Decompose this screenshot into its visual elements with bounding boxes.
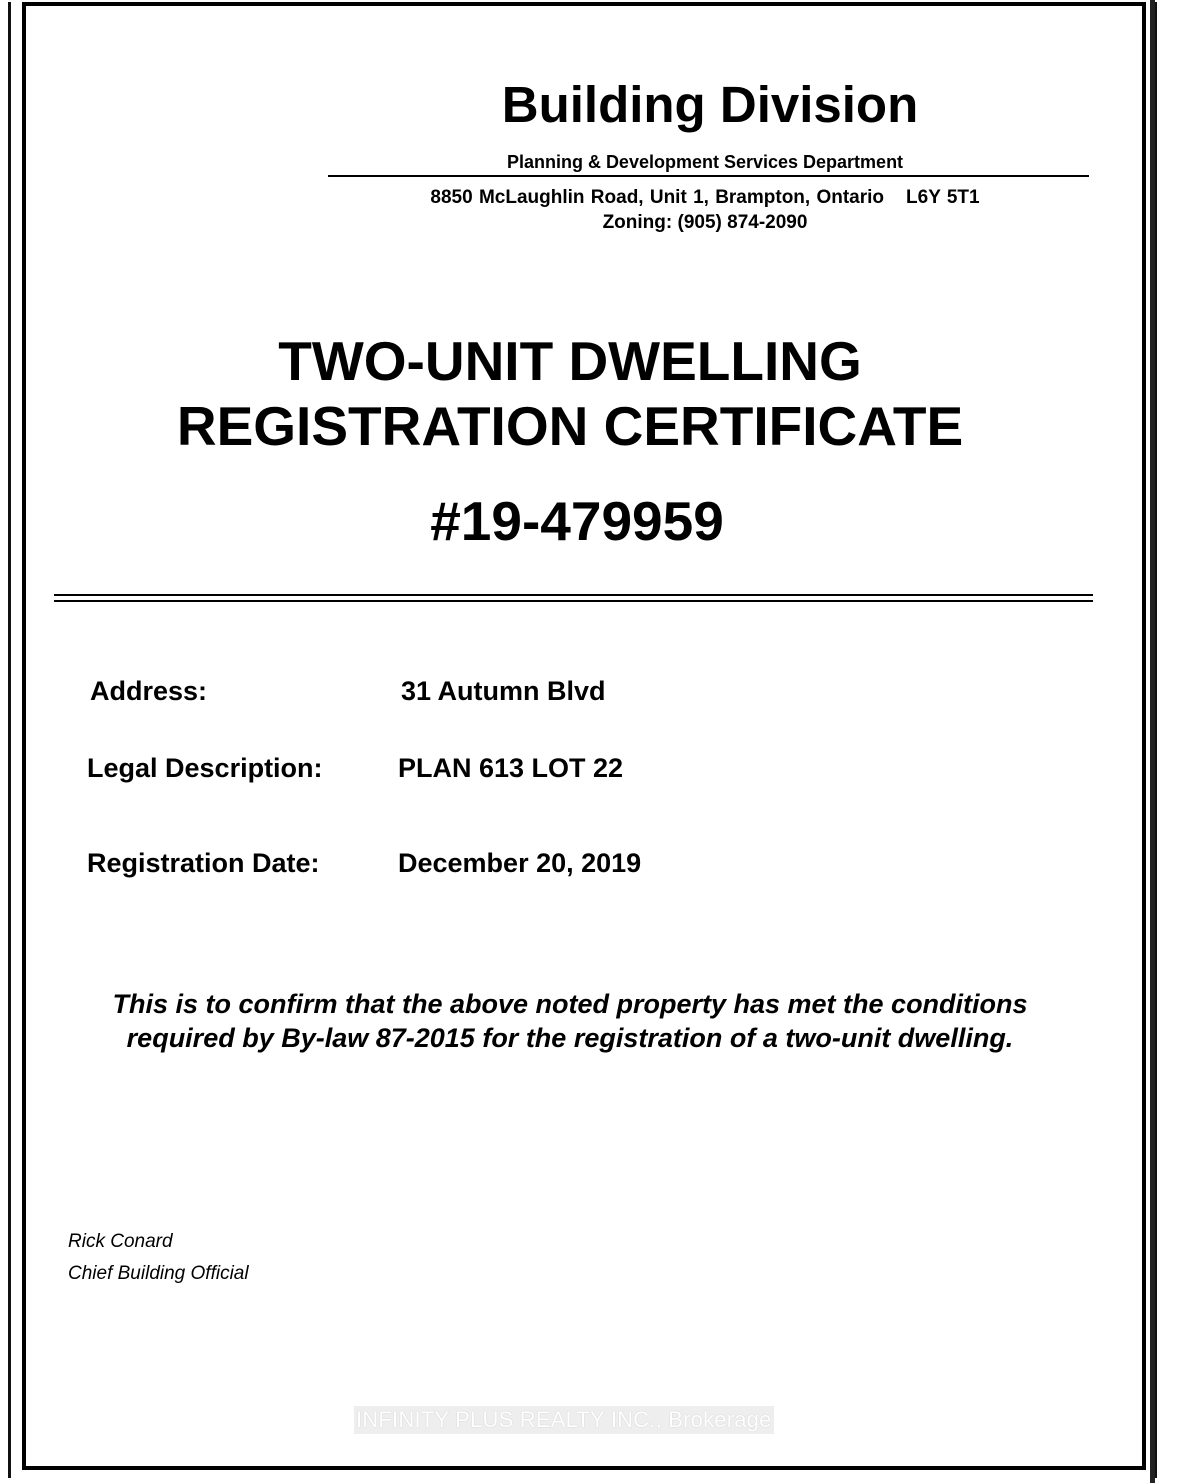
signer-title: Chief Building Official: [68, 1263, 249, 1284]
header-divider: [328, 175, 1089, 177]
legal-description-value: PLAN 613 LOT 22: [398, 753, 624, 783]
certificate-title-line-1: TWO-UNIT DWELLING: [278, 330, 862, 392]
confirmation-statement-line-1: This is to confirm that the above noted property has met the conditions: [112, 989, 1028, 1019]
certificate-title-line-2: REGISTRATION CERTIFICATE: [176, 395, 964, 457]
legal-description-label: Legal Description:: [87, 753, 323, 783]
certificate-side-border: [1150, 0, 1155, 1483]
certificate-number: #19-479959: [430, 490, 724, 552]
brokerage-watermark: INFINITY PLUS REALTY INC., Brokerage: [356, 1407, 772, 1432]
postal-code: L6Y 5T1: [906, 187, 980, 208]
street-address: 8850 McLaughlin Road, Unit 1, Brampton, Ontario: [430, 187, 885, 208]
signer-name: Rick Conard: [68, 1231, 173, 1252]
department-name: Planning & Development Services Department: [506, 152, 904, 172]
registration-date-label: Registration Date:: [87, 848, 320, 878]
office-address: [330, 186, 1080, 210]
division-title: Building Division: [501, 76, 919, 133]
confirmation-statement-line-2: required by By-law 87-2015 for the registration of a two-unit dwelling.: [126, 1023, 1014, 1053]
address-label: Address:: [90, 676, 208, 706]
registration-date-value: December 20, 2019: [398, 848, 642, 878]
address-value: 31 Autumn Blvd: [401, 676, 606, 706]
section-divider-bottom: [54, 600, 1093, 602]
zoning-phone: Zoning: (905) 874-2090: [602, 212, 808, 233]
section-divider-top: [54, 594, 1093, 596]
